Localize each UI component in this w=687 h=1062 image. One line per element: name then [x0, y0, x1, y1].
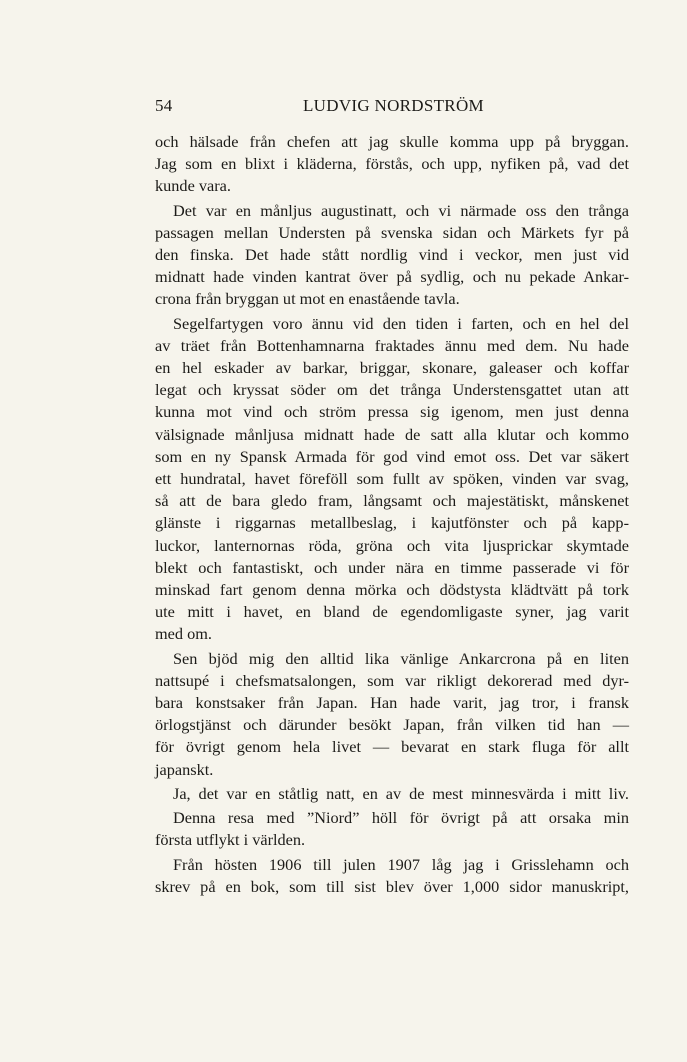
text-line: Denna resa med ”Niord” höll för övrigt på att orsaka min [173, 808, 629, 828]
page-number: 54 [155, 96, 173, 115]
paragraph [155, 648, 629, 781]
paragraph [155, 854, 629, 898]
paragraph [155, 200, 629, 311]
text-line: som en ny Spansk Armada för god vind emot oss. Det var säkert [155, 446, 629, 466]
paragraph [155, 807, 629, 851]
text-line: för övrigt genom hela livet — bevarat en stark fluga för allt [155, 737, 629, 757]
text-line: den finska. Det hade stått nordlig vind i veckor, men just vid [155, 245, 629, 265]
text-line: Sen bjöd mig den alltid lika vänlige Ankarcrona på en liten [173, 648, 629, 668]
body-text [155, 131, 629, 900]
paragraph [155, 783, 629, 805]
text-line: midnatt hade vinden kantrat över på sydlig, och nu pekade Ankar- [155, 267, 629, 287]
page-header [155, 96, 629, 120]
text-line: crona från bryggan ut mot en enastående tavla. [155, 289, 460, 309]
text-line: nattsupé i chefsmatsalongen, som var rikligt dekorerad med dyr- [155, 670, 629, 690]
text-line: minskad fart genom denna mörka och dödstysta klädtvätt på tork [155, 580, 629, 600]
text-line: blekt och fantastiskt, och under nära en timme passerade vi för [155, 557, 629, 577]
text-line: en hel eskader av barkar, briggar, skonare, galeaser och koffar [155, 358, 629, 378]
paragraph [155, 313, 629, 646]
text-line: av träet från Bottenhamnarna fraktades ännu med dem. Nu hade [155, 335, 629, 355]
text-line: välsignade månljusa midnatt hade de satt alla klutar och kommo [155, 424, 629, 444]
text-line: passagen mellan Understen på svenska sidan och Märkets fyr på [155, 222, 629, 242]
text-line: japanskt. [155, 759, 214, 779]
text-line: luckor, lanternornas röda, gröna och vita ljusprickar skymtade [155, 535, 629, 555]
text-line: skrev på en bok, som till sist blev över 1,000 sidor manuskript, [155, 876, 629, 896]
text-line: Segelfartygen voro ännu vid den tiden i farten, och en hel del [173, 313, 629, 333]
text-line: bara konstsaker från Japan. Han hade varit, jag tror, i fransk [155, 693, 629, 713]
text-line: med om. [155, 624, 212, 644]
text-line: ett hundratal, havet föreföll som fullt av spöken, vinden var svag, [155, 469, 629, 489]
text-line: så att de bara gledo fram, långsamt och majestätiskt, månskenet [155, 491, 629, 511]
text-line: ute mitt i havet, en bland de egendomligaste syner, jag varit [155, 602, 629, 622]
text-line: Jag som en blixt i kläderna, förstås, och upp, nyfiken på, vad det [155, 154, 629, 174]
text-line: Ja, det var en ståtlig natt, en av de mest minnesvärda i mitt liv. [173, 783, 629, 803]
text-line: och hälsade från chefen att jag skulle komma upp på bryggan. [155, 132, 629, 151]
text-line: glänste i riggarnas metallbeslag, i kajutfönster och på kapp- [155, 513, 629, 533]
text-line: första utflykt i världen. [155, 830, 306, 850]
text-line: örlogstjänst och därunder besökt Japan, från vilken tid han — [155, 715, 629, 735]
text-line: Från hösten 1906 till julen 1907 låg jag i Grisslehamn och [173, 854, 629, 874]
text-line: legat och kryssat söder om det trånga Understensgattet utan att [155, 380, 629, 400]
text-line: Det var en månljus augustinatt, och vi närmade oss den trånga [173, 200, 629, 220]
text-line: kunna mot vind och ström pressa sig igenom, men just denna [155, 402, 629, 422]
paragraph [155, 131, 629, 198]
text-line: kunde vara. [155, 176, 231, 196]
running-title: LUDVIG NORDSTRÖM [303, 96, 484, 115]
